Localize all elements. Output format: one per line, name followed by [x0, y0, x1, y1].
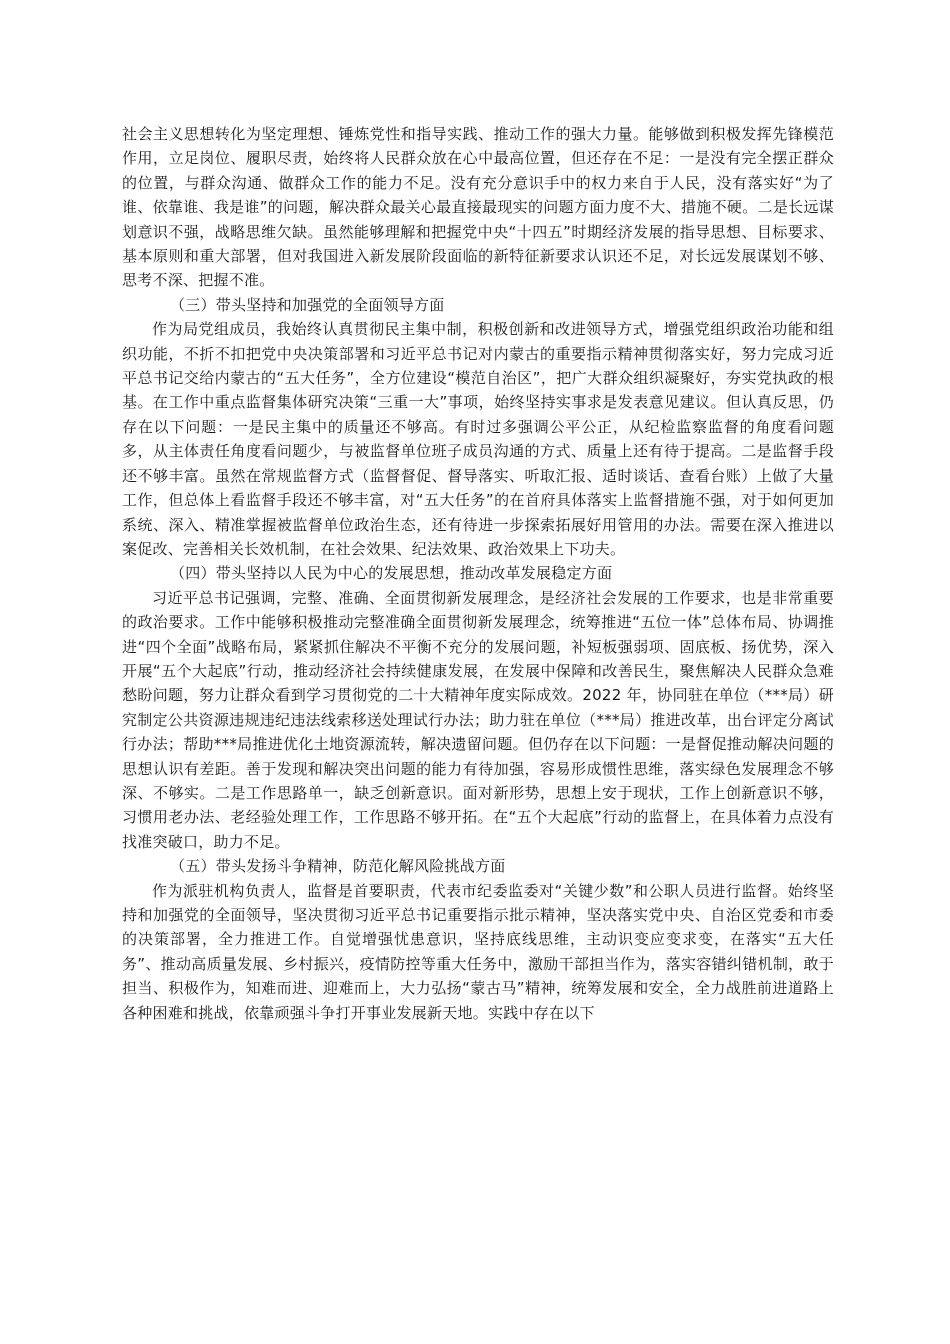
paragraph-section-5: 作为派驻机构负责人，监督是首要职责，代表市纪委监委对“关键少数”和公职人员进行监督。始终坚持和加强党的全面领导，坚决贯彻习近平总书记重要指示批示精神，坚决落实党中央、自治区党委和市委的决策部署，全力推进工作。自觉增强忧患意识，坚持底线思维，主动识变应变求变，在落实“五大任务”、推动高质量发展、乡村振兴，疫情防控等重大任务中，激励干部担当作为，落实容错纠错机制，敢于担当、积极作为，知难而进、迎难而上，大力弘扬“蒙古马”精神，统筹发展和安全，全力战胜前进道路上各种困难和挑战，依靠顽强斗争打开事业发展新天地。实践中存在以下 — [122, 881, 834, 1022]
section-heading-3: （三）带头坚持和加强党的全面领导方面 — [170, 295, 445, 314]
section-heading-5: （五）带头发扬斗争精神，防范化解风险挑战方面 — [170, 857, 506, 876]
paragraph-continuation: 社会主义思想转化为坚定理想、锤炼党性和指导实践、推动工作的强大力量。能够做到积极发挥先锋模范作用，立足岗位、履职尽责，始终将人民群众放在心中最高位置，但还存在不足：一是没有完全摆正群众的位置，与群众沟通、做群众工作的能力不足。没有充分意识手中的权力来自于人民，没有落实好“为了谁、依靠谁、我是谁”的问题，解决群众最关心最直接最现实的问题方面力度不大、措施不硬。二是长远谋划意识不强，战略思维欠缺。虽然能够理解和把握党中央“十四五”时期经济发展的指导思想、目标要求、基本原则和重大部署，但对我国进入新发展阶段面临的新特征新要求认识还不足，对长远发展谋划不够、思考不深、把握不准。 — [122, 125, 834, 290]
section-heading-4: （四）带头坚持以人民为中心的发展思想，推动改革发展稳定方面 — [170, 564, 613, 583]
paragraph-section-3: 作为局党组成员，我始终认真贯彻民主集中制，积极创新和改进领导方式，增强党组织政治功能和组织功能，不折不扣把党中央决策部署和习近平总书记对内蒙古的重要指示精神贯彻落实好，努力完成习近平总书记交给内蒙古的“五大任务”，全方位建设“模范自治区”，把广大群众组织凝聚好，夯实党执政的根基。在工作中重点监督集体研究决策“三重一大”事项，始终坚持实事求是发表意见建议。但认真反思，仍存在以下问题：一是民主集中的质量还不够高。有时过多强调公平公正，从纪检监察监督的角度看问题多，从主体责任角度看问题少，与被监督单位班子成员沟通的方式、质量上还有待于提高。二是监督手段还不够丰富。虽然在常规监督方式（监督督促、督导落实、听取汇报、适时谈话、查看台账）上做了大量工作，但总体上看监督手段还不够丰富，对“五大任务”的在首府具体落实上监督措施不强，对于如何更加系统、深入、精准掌握被监督单位政治生态，还有待进一步探索拓展好用管用的办法。需要在深入推进以案促改、完善相关长效机制，在社会效果、纪法效果、政治效果上下功夫。 — [122, 320, 834, 558]
paragraph-section-4: 习近平总书记强调，完整、准确、全面贯彻新发展理念，是经济社会发展的工作要求，也是非常重要的政治要求。工作中能够积极推动完整准确全面贯彻新发展理念，统筹推进“五位一体”总体布局、协调推进“四个全面”战略布局，紧紧抓住解决不平衡不充分的发展问题，补短板强弱项、固底板、扬优势，深入开展“五个大起底”行动，推动经济社会持续健康发展，在发展中保障和改善民生，聚焦解决人民群众急难愁盼问题，努力让群众看到学习贯彻党的二十大精神年度实际成效。2022 年，协同驻在单位（***局）研究制定公共资源违规违纪违法线索移送处理试行办法；助力驻在单位（***局）推进改革，出台评定分离试行办法；帮助***局推进优化土地资源流转，解决遗留问题。但仍存在以下问题：一是督促推动解决问题的思想认识有差距。善于发现和解决突出问题的能力有待加强，容易形成惯性思维，落实绿色发展理念不够深、不够实。二是工作思路单一，缺乏创新意识。面对新形势，思想上安于现状，工作上创新意识不够，习惯用老办法、老经验处理工作，工作思路不够开拓。在“五个大起底”行动的监督上，在具体着力点没有找准突破口，助力不足。 — [122, 588, 834, 851]
document-page — [122, 122, 834, 1025]
